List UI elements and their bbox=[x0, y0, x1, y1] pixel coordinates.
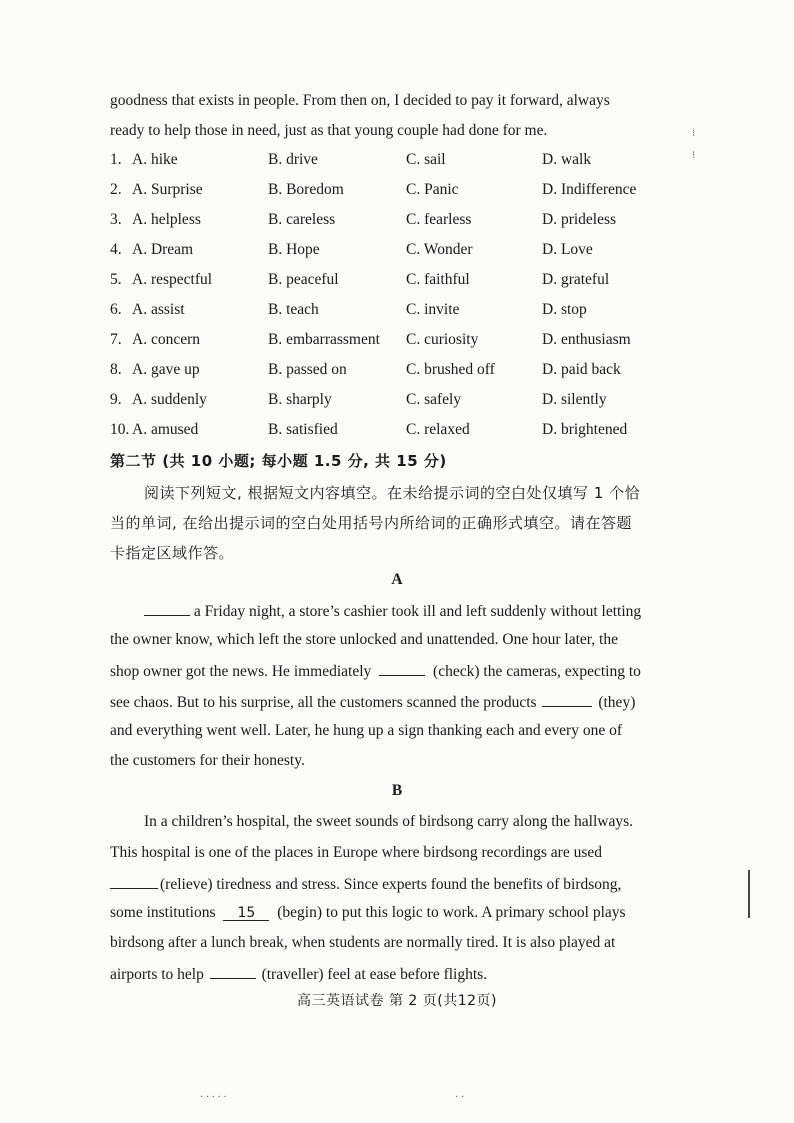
option-a: A. helpless bbox=[132, 211, 201, 228]
option-b: B. drive bbox=[268, 151, 318, 168]
option-d: D. paid back bbox=[542, 361, 621, 378]
option-c: C. sail bbox=[406, 151, 446, 168]
option-c: C. fearless bbox=[406, 211, 472, 228]
passage-a-line-5: and everything went well. Later, he hung up a sign thanking each and every one of bbox=[110, 722, 622, 739]
option-c: C. Wonder bbox=[406, 241, 473, 258]
option-a: A. suddenly bbox=[132, 391, 207, 408]
option-a: A. respectful bbox=[132, 271, 213, 288]
option-d: D. prideless bbox=[542, 211, 617, 228]
scan-artifact-dots: · · · · · bbox=[200, 1092, 227, 1103]
question-number: 8. bbox=[110, 361, 122, 378]
option-b: B. teach bbox=[268, 301, 319, 318]
answer-blank bbox=[210, 964, 256, 979]
passage-b-line-5: birdsong after a lunch break, when students are normally tired. It is also played at bbox=[110, 934, 616, 951]
scan-artifact-dots: ⁝ bbox=[692, 128, 696, 139]
passage-b-line-6 bbox=[110, 964, 700, 984]
choice-row bbox=[110, 391, 710, 413]
passage-a-title: A bbox=[391, 571, 403, 588]
option-a: A. hike bbox=[132, 151, 178, 168]
option-b: B. embarrassment bbox=[268, 331, 380, 348]
option-d: D. Love bbox=[542, 241, 593, 258]
passage-b-line-1: In a children’s hospital, the sweet sounds of birdsong carry along the hallways. bbox=[144, 813, 633, 830]
passage-a-line-4 bbox=[110, 692, 700, 712]
choice-row bbox=[110, 301, 710, 323]
answer-blank bbox=[379, 661, 425, 676]
option-a: A. amused bbox=[132, 421, 199, 438]
blank-number: 15 bbox=[237, 905, 256, 921]
question-number: 5. bbox=[110, 271, 122, 288]
section-heading: 第二节 (共 10 小题; 每小题 1.5 分, 共 15 分) bbox=[110, 452, 447, 470]
scan-artifact-line bbox=[748, 870, 750, 918]
passage-text: (traveller) feel at ease before flights. bbox=[261, 966, 488, 983]
passage-text: some institutions bbox=[110, 904, 216, 921]
option-d: D. grateful bbox=[542, 271, 610, 288]
choice-row bbox=[110, 331, 710, 353]
option-c: C. brushed off bbox=[406, 361, 495, 378]
choice-row bbox=[110, 241, 710, 263]
option-c: C. curiosity bbox=[406, 331, 479, 348]
option-d: D. brightened bbox=[542, 421, 628, 438]
scan-artifact-dots: · · bbox=[455, 1092, 465, 1103]
option-d: D. stop bbox=[542, 301, 587, 318]
answer-blank bbox=[144, 601, 190, 616]
option-a: A. gave up bbox=[132, 361, 200, 378]
passage-text: (begin) to put this logic to work. A primary school plays bbox=[277, 904, 626, 921]
instruction-line-3: 卡指定区域作答。 bbox=[110, 544, 235, 562]
passage-text: (relieve) tiredness and stress. Since experts found the benefits of birdsong, bbox=[160, 876, 622, 893]
question-number: 2. bbox=[110, 181, 122, 198]
question-number: 7. bbox=[110, 331, 122, 348]
passage-b-line-2: This hospital is one of the places in Europe where birdsong recordings are used bbox=[110, 844, 602, 861]
option-b: B. careless bbox=[268, 211, 336, 228]
passage-a-line-2: the owner know, which left the store unlocked and unattended. One hour later, the bbox=[110, 631, 618, 648]
instruction-line-2: 当的单词, 在给出提示词的空白处用括号内所给词的正确形式填空。请在答题 bbox=[110, 514, 633, 532]
choice-row bbox=[110, 211, 710, 233]
option-d: D. walk bbox=[542, 151, 592, 168]
choice-row bbox=[110, 151, 710, 173]
option-a: A. assist bbox=[132, 301, 185, 318]
option-d: D. enthusiasm bbox=[542, 331, 631, 348]
option-c: C. Panic bbox=[406, 181, 459, 198]
passage-text: see chaos. But to his surprise, all the customers scanned the products bbox=[110, 694, 537, 711]
choice-row bbox=[110, 421, 710, 443]
passage-end-line-1: goodness that exists in people. From then on, I decided to pay it forward, always bbox=[110, 92, 610, 109]
passage-b-line-3 bbox=[110, 874, 700, 894]
answer-blank-numbered bbox=[223, 906, 269, 921]
option-c: C. relaxed bbox=[406, 421, 470, 438]
option-c: C. invite bbox=[406, 301, 460, 318]
option-b: B. sharply bbox=[268, 391, 332, 408]
option-a: A. Dream bbox=[132, 241, 194, 258]
answer-blank bbox=[110, 874, 158, 889]
scan-artifact-dots: ⁝ bbox=[692, 150, 696, 161]
passage-text: (check) the cameras, expecting to bbox=[433, 663, 641, 680]
option-c: C. faithful bbox=[406, 271, 470, 288]
passage-text: shop owner got the news. He immediately bbox=[110, 663, 372, 680]
choice-row bbox=[110, 361, 710, 383]
passage-b-title: B bbox=[391, 782, 403, 799]
option-b: B. Hope bbox=[268, 241, 320, 258]
question-number: 1. bbox=[110, 151, 122, 168]
option-b: B. satisfied bbox=[268, 421, 338, 438]
question-number: 6. bbox=[110, 301, 122, 318]
option-b: B. peaceful bbox=[268, 271, 339, 288]
question-number: 4. bbox=[110, 241, 122, 258]
passage-end-line-2: ready to help those in need, just as that young couple had done for me. bbox=[110, 122, 548, 139]
choice-row bbox=[110, 181, 710, 203]
answer-blank bbox=[542, 692, 592, 707]
option-d: D. Indifference bbox=[542, 181, 637, 198]
passage-text: (they) bbox=[598, 694, 636, 711]
passage-a-line-6: the customers for their honesty. bbox=[110, 752, 305, 769]
option-d: D. silently bbox=[542, 391, 607, 408]
passage-a-line-1 bbox=[144, 601, 689, 621]
option-c: C. safely bbox=[406, 391, 462, 408]
passage-text: airports to help bbox=[110, 966, 204, 983]
option-a: A. Surprise bbox=[132, 181, 203, 198]
question-number: 9. bbox=[110, 391, 122, 408]
instruction-line-1: 阅读下列短文, 根据短文内容填空。在未给提示词的空白处仅填写 1 个恰 bbox=[144, 484, 641, 502]
question-number: 3. bbox=[110, 211, 122, 228]
passage-text: a Friday night, a store’s cashier took ill and left suddenly without letting bbox=[193, 603, 642, 620]
option-b: B. passed on bbox=[268, 361, 347, 378]
option-a: A. concern bbox=[132, 331, 200, 348]
passage-b-line-4 bbox=[110, 904, 700, 922]
question-number: 10. bbox=[110, 421, 130, 438]
passage-a-line-3 bbox=[110, 661, 700, 681]
option-b: B. Boredom bbox=[268, 181, 344, 198]
choice-row bbox=[110, 271, 710, 293]
page-footer: 高三英语试卷 第 2 页(共12页) bbox=[297, 993, 497, 1009]
